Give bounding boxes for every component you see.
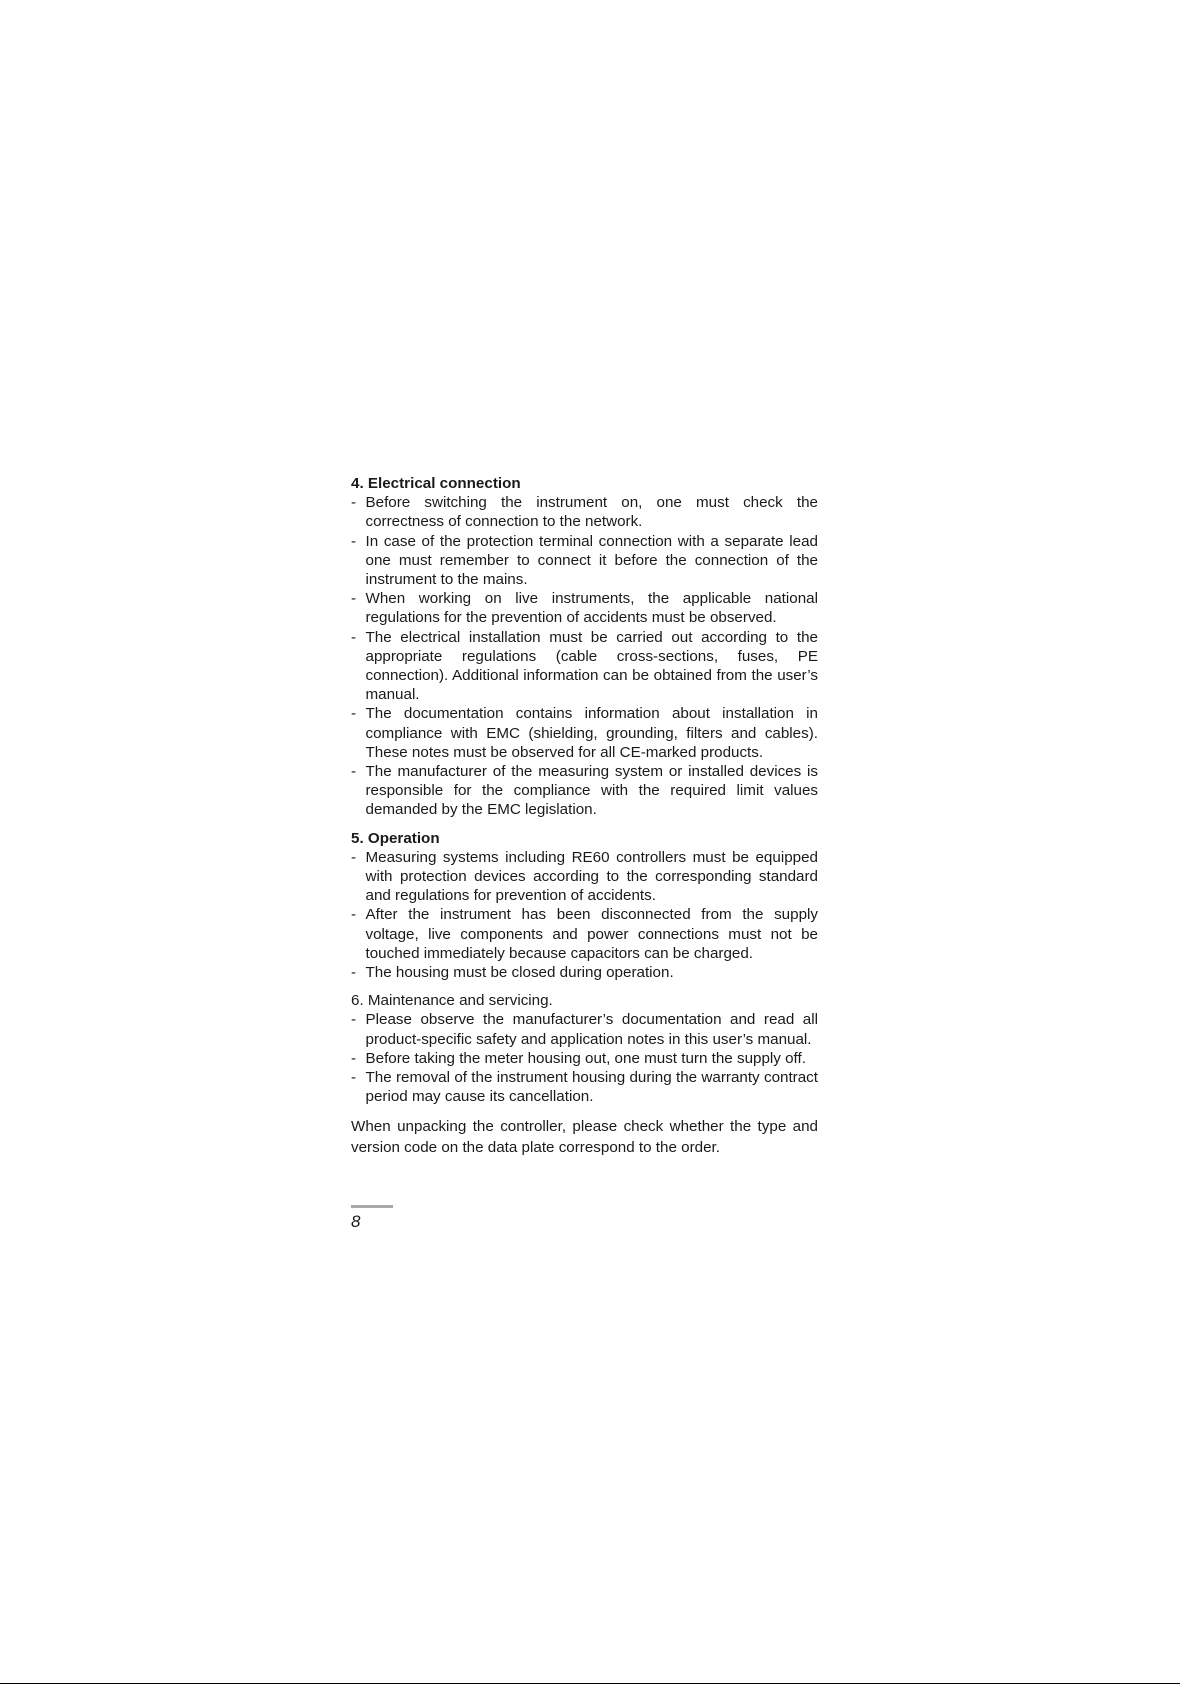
item-list xyxy=(351,1010,818,1106)
bullet-dash: - xyxy=(351,628,357,646)
list-item-text: The removal of the instrument housing during the warranty contract period may cause its cancellation. xyxy=(365,1069,818,1106)
section-electrical-connection xyxy=(351,474,818,820)
bullet-dash: - xyxy=(351,532,357,550)
section-operation xyxy=(351,829,818,983)
list-item xyxy=(351,1068,818,1106)
bullet-dash: - xyxy=(351,1049,357,1067)
section-heading: 6. Maintenance and servicing. xyxy=(351,992,553,1010)
list-item-text: The housing must be closed during operation. xyxy=(365,964,674,982)
bullet-dash: - xyxy=(351,705,357,723)
list-item xyxy=(351,848,818,906)
bullet-dash: - xyxy=(351,1011,357,1029)
section-maintenance xyxy=(351,991,818,1106)
page-bottom-border xyxy=(0,1683,1180,1684)
list-item xyxy=(351,493,818,531)
bullet-dash: - xyxy=(351,964,357,982)
list-item-text: The electrical installation must be carried out according to the appropriate regulations (cable cross-sections, fuses, PE connection). Additional information can be obtained from the user’s manual. xyxy=(365,628,818,704)
list-item-text: The manufacturer of the measuring system or installed devices is responsible for the compliance with the required limit values demanded by the EMC legislation. xyxy=(365,763,818,819)
list-item xyxy=(351,589,818,627)
bullet-dash: - xyxy=(351,906,357,924)
closing-paragraph: When unpacking the controller, please check whether the type and version code on the data plate correspond to the order. xyxy=(351,1117,818,1156)
list-item-text: In case of the protection terminal connection with a separate lead one must remember to connect it before the connection of the instrument to the mains. xyxy=(365,532,818,589)
list-item xyxy=(351,704,818,762)
footer-rule xyxy=(351,1205,393,1208)
list-item xyxy=(351,1010,818,1048)
list-item-text: When working on live instruments, the applicable national regulations for the prevention of accidents must be observed. xyxy=(365,590,818,627)
list-item xyxy=(351,762,818,820)
page-content xyxy=(351,474,818,1158)
list-item-text: After the instrument has been disconnected from the supply voltage, live components and power connections must not be touched immediately because capacitors can be charged. xyxy=(365,906,818,962)
bullet-dash: - xyxy=(351,590,357,608)
bullet-dash: - xyxy=(351,763,357,781)
item-list xyxy=(351,848,818,982)
bullet-dash: - xyxy=(351,848,357,866)
bullet-dash: - xyxy=(351,494,357,512)
list-item xyxy=(351,963,818,982)
list-item-text: The documentation contains information about installation in compliance with EMC (shielding, grounding, filters and cables). These notes must be observed for all CE-marked products. xyxy=(365,705,818,761)
list-item-text: Before switching the instrument on, one must check the correctness of connection to the network. xyxy=(365,494,818,531)
item-list xyxy=(351,493,818,819)
list-item xyxy=(351,1049,818,1068)
section-heading: 4. Electrical connection xyxy=(351,475,521,492)
section-heading: 5. Operation xyxy=(351,829,440,847)
list-item xyxy=(351,905,818,963)
list-item xyxy=(351,532,818,590)
list-item-text: Please observe the manufacturer’s documentation and read all product-specific safety and application notes in this user’s manual. xyxy=(365,1011,818,1048)
list-item xyxy=(351,628,818,705)
bullet-dash: - xyxy=(351,1069,357,1087)
list-item-text: Before taking the meter housing out, one must turn the supply off. xyxy=(365,1049,806,1067)
page-number: 8 xyxy=(351,1212,361,1231)
list-item-text: Measuring systems including RE60 controllers must be equipped with protection devices according to the corresponding standard and regulations for prevention of accidents. xyxy=(365,848,818,905)
